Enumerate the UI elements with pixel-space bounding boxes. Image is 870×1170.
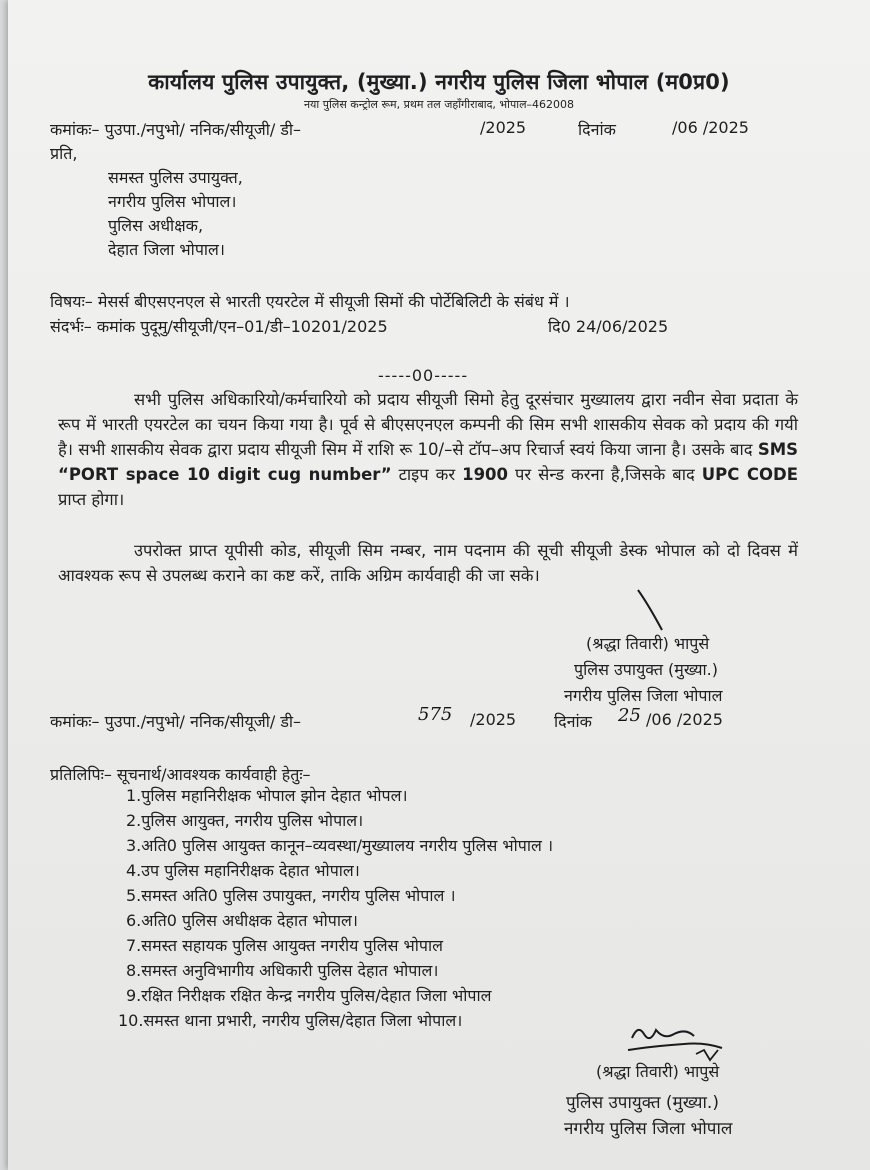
prati-label: प्रति, [50,144,78,163]
ref-number-bottom: कमांकः– पुउपा./नपुभो/ ननिक/सीयूजी/ डी– [50,712,302,731]
copy-to-label: प्रतिलिपिः– सूचनार्थ/आवश्यक कार्यवाही हेतुः– [50,765,311,784]
signature-mark [626,586,676,636]
copy-list-item: 2.पुलिस आयुक्त, नगरीय पुलिस भोपाल। [126,811,364,830]
copy-list-item: 4.उप पुलिस महानिरीक्षक देहात भोपाल। [126,861,360,880]
recipient-line: समस्त पुलिस उपायुक्त, [108,168,243,187]
document-page [8,0,870,1170]
copy-list-item: 7.समस्त सहायक पुलिस आयुक्त नगरीय पुलिस भोपाल [126,936,443,955]
copy-list-item: 3.अति0 पुलिस आयुक्त कानून–व्यवस्था/मुख्यालय नगरीय पुलिस भोपाल । [126,836,554,855]
ref-year-bottom: /2025 [470,710,517,729]
recipient-line: पुलिस अधीक्षक, [108,216,204,235]
ref-date-label-top: दिनांक [578,120,616,139]
reference-date: दि0 24/06/2025 [548,317,669,336]
signatory-office: नगरीय पुलिस जिला भोपाल [564,1119,733,1139]
separator: -----00----- [378,366,469,385]
ref-number-top: कमांकः– पुउपा./नपुभो/ ननिक/सीयूजी/ डी– [50,120,302,139]
office-title: कार्यालय पुलिस उपायुक्त, (मुख्या.) नगरीय पुलिस जिला भोपाल (म0प्र0) [148,70,730,94]
copy-list-item: 5.समस्त अति0 पुलिस उपायुक्त, नगरीय पुलिस भोपाल । [126,886,456,905]
ref-number-handwritten: 575 [418,704,453,725]
signatory-name: (श्रद्धा तिवारी) भापुसे [596,1062,720,1081]
signatory-office: नगरीय पुलिस जिला भोपाल [564,686,723,705]
reference-line: संदर्भः– कमांक पुदूमु/सीयूजी/एन–01/डी–10201/2025 [50,317,388,336]
copy-list-item: 6.अति0 पुलिस अधीक्षक देहात भोपाल। [126,911,358,930]
ref-date-bottom: /06 /2025 [646,710,723,729]
ref-date-label-bottom: दिनांक [554,712,592,731]
ref-date-top: /06 /2025 [672,118,749,137]
recipient-line: नगरीय पुलिस भोपाल। [108,192,237,211]
copy-list-item: 1.पुलिस महानिरीक्षक भोपाल झोन देहात भोपल। [126,786,408,805]
copy-list-item: 9.रक्षित निरीक्षक रक्षित केन्द्र नगरीय पुलिस/देहात जिला भोपाल [126,986,492,1005]
ref-day-handwritten: 25 [618,705,641,726]
signatory-name: (श्रद्धा तिवारी) भापुसे [586,634,710,653]
ref-year-top: /2025 [480,118,527,137]
subject-line: विषयः– मेसर्स बीएसएनएल से भारती एयरटेल में सीयूजी सिमों की पोर्टेबिलिटी के संबंध में । [50,292,570,311]
copy-list-item: 8.समस्त अनुविभागीय अधिकारी पुलिस देहात भोपाल। [126,961,439,980]
copy-list-item: 10.समस्त थाना प्रभारी, नगरीय पुलिस/देहात जिला भोपाल। [118,1011,463,1030]
signatory-designation: पुलिस उपायुक्त (मुख्या.) [574,660,718,679]
signatory-designation: पुलिस उपायुक्त (मुख्या.) [566,1093,719,1113]
recipient-line: देहात जिला भोपाल। [108,240,225,259]
body-paragraph-1: सभी पुलिस अधिकारियो/कर्मचारियो को प्रदाय सीयूजी सिमो हेतु दूरसंचार मुख्यालय द्वारा नवीन सेवा प्रदाता के रूप में भारती एयरटेल का चयन किया गया है। पूर्व से बीएसएनएल कम्पनी की सिम सभी शासकीय सेवक को प्रदाय की गयी है। सभी शासकीय सेवक द्वारा प्रदाय सीयूजी सिम में राशि रू 10/–से टॉप–अप रिचार्ज स्वयं किया जाना है। उसके बाद SMS “PORT space 10 digit cug number” टाइप कर 1900 पर सेन्ड करना है,जिसके बाद UPC CODE प्राप्त होगा। [58,390,798,509]
body-paragraph-2: उपरोक्त प्राप्त यूपीसी कोड, सीयूजी सिम नम्बर, नाम पदनाम की सूची सीयूजी डेस्क भोपाल को दो दिवस में आवश्यक रूप से उपलब्ध कराने का कष्ट करें, ताकि अग्रिम कार्यवाही की जा सके। [58,541,798,585]
office-address: नया पुलिस कन्ट्रोल रूम, प्रथम तल जहाँगीराबाद, भोपाल–462008 [303,98,575,111]
